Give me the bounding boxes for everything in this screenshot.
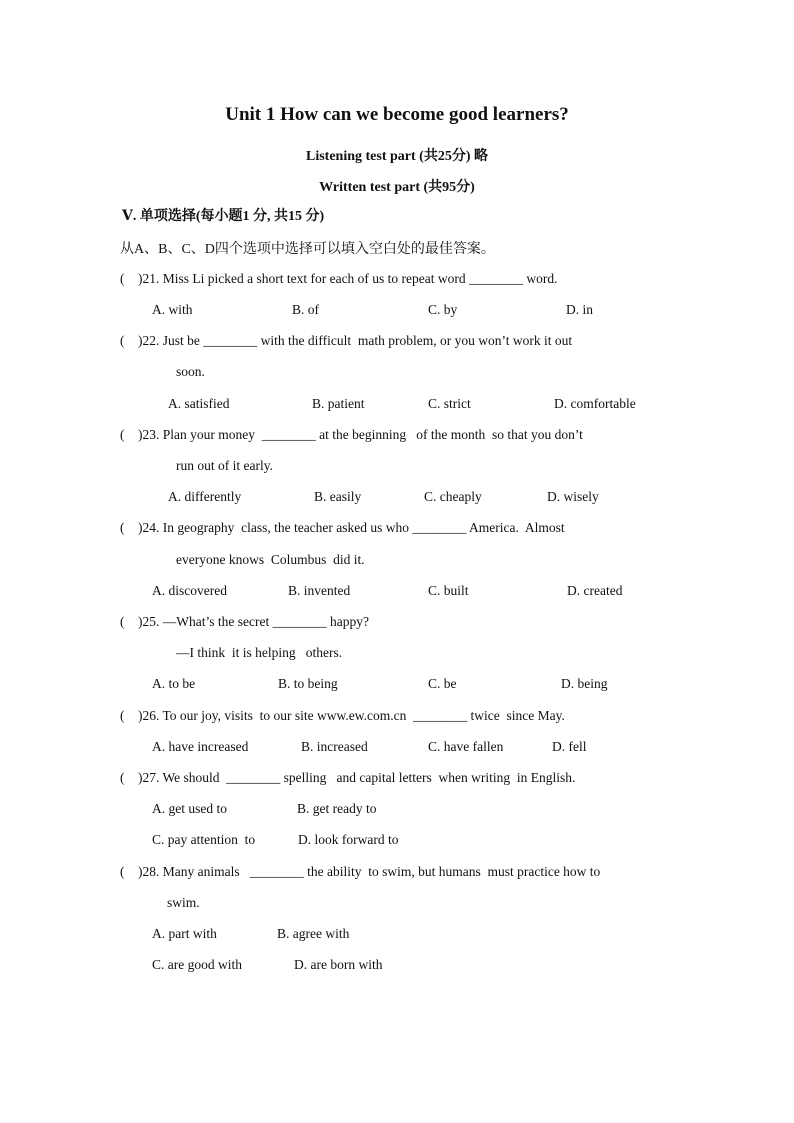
option-b: B. get ready to (297, 801, 377, 816)
question-text-continued: —I think it is helping others. (176, 645, 343, 660)
option-b: B. increased (301, 739, 368, 754)
option-d: D. created (567, 583, 623, 598)
question-text-continued: run out of it early. (176, 458, 273, 473)
option-d: D. in (566, 302, 593, 317)
question-text: ( )27. We should ________ spelling and capital letters when writing in English. (120, 770, 576, 785)
option-c: C. pay attention to (152, 832, 256, 847)
option-c: C. are good with (152, 957, 242, 972)
option-c: C. by (428, 302, 458, 317)
written-part-heading: Written test part (共95分) (319, 180, 475, 195)
option-b: B. invented (288, 583, 351, 598)
option-d: D. are born with (294, 957, 383, 972)
option-c: C. strict (428, 396, 471, 411)
question-text: ( )22. Just be ________ with the difficult math problem, or you won’t work it out (120, 333, 573, 348)
question-text: ( )21. Miss Li picked a short text for each of us to repeat word ________ word. (120, 271, 558, 286)
question-text: ( )26. To our joy, visits to our site www.ew.com.cn ________ twice since May. (120, 708, 565, 723)
option-c: C. cheaply (424, 489, 482, 504)
option-b: B. of (292, 302, 319, 317)
option-b: B. easily (314, 489, 362, 504)
option-a: A. with (152, 302, 193, 317)
option-b: B. patient (312, 396, 365, 411)
option-d: D. wisely (547, 489, 599, 504)
option-a: A. differently (168, 489, 242, 504)
option-d: D. comfortable (554, 396, 636, 411)
page-title: Unit 1 How can we become good learners? (225, 104, 569, 125)
option-b: B. to being (278, 676, 338, 691)
option-b: B. agree with (277, 926, 350, 941)
listening-part-heading: Listening test part (共25分) 略 (306, 149, 488, 164)
option-a: A. to be (152, 676, 196, 691)
option-c: C. have fallen (428, 739, 504, 754)
option-a: A. satisfied (168, 396, 230, 411)
option-d: D. look forward to (298, 832, 399, 847)
option-d: D. fell (552, 739, 587, 754)
question-text-continued: soon. (176, 364, 205, 379)
option-c: C. be (428, 676, 457, 691)
question-text-continued: swim. (167, 895, 200, 910)
question-text: ( )28. Many animals ________ the ability to swim, but humans must practice how to (120, 864, 601, 879)
question-text: ( )25. —What’s the secret ________ happy? (120, 614, 369, 629)
section-instruction: 从A、B、C、D四个选项中选择可以填入空白处的最佳答案。 (120, 242, 495, 257)
option-a: A. part with (152, 926, 217, 941)
option-a: A. have increased (152, 739, 249, 754)
section-heading: Ⅴ. 单项选择(每小题1 分, 共15 分) (122, 209, 325, 224)
option-a: A. get used to (152, 801, 227, 816)
option-d: D. being (561, 676, 608, 691)
option-a: A. discovered (152, 583, 227, 598)
question-text: ( )24. In geography class, the teacher asked us who ________ America. Almost (120, 520, 565, 535)
option-c: C. built (428, 583, 469, 598)
question-text: ( )23. Plan your money ________ at the beginning of the month so that you don’t (120, 427, 583, 442)
question-text-continued: everyone knows Columbus did it. (176, 552, 365, 567)
